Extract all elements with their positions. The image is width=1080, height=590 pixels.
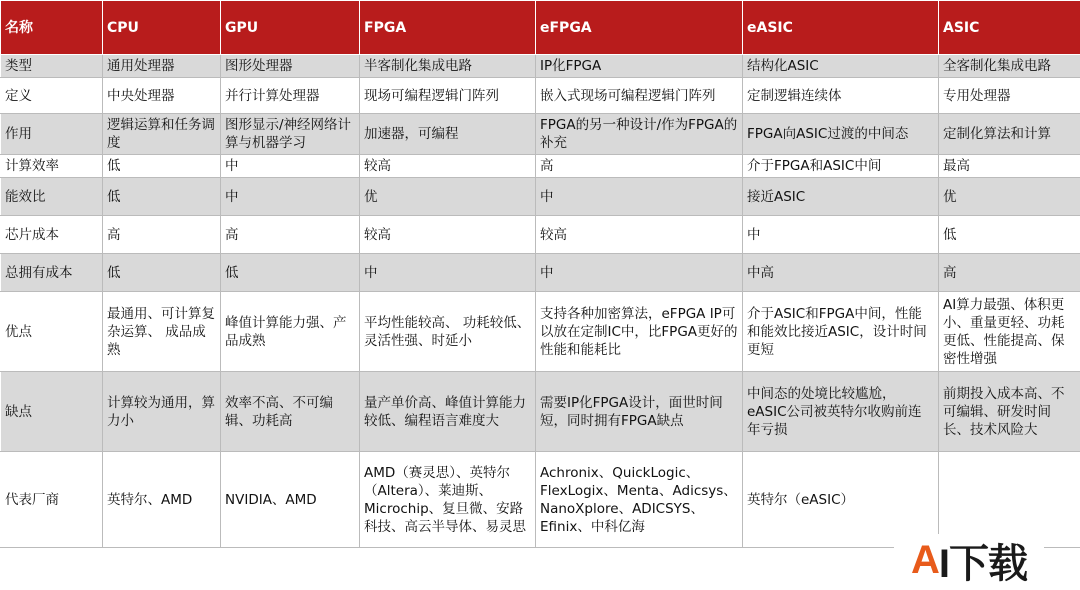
table-cell: 低	[939, 216, 1080, 254]
table-cell: 中	[360, 254, 536, 292]
row-label: 芯片成本	[1, 216, 103, 254]
table-row	[1, 155, 1080, 178]
table-row	[1, 292, 1080, 372]
table-cell: 并行计算处理器	[221, 78, 360, 114]
table-cell: AMD（赛灵思）、英特尔（Altera）、莱迪斯、Microchip、复旦微、安路科技、高云半导体、易灵思	[360, 452, 536, 548]
table-cell: 高	[939, 254, 1080, 292]
table-row	[1, 78, 1080, 114]
table-row	[1, 254, 1080, 292]
table-cell: 中	[536, 178, 743, 216]
table-cell: 专用处理器	[939, 78, 1080, 114]
table-cell: 最高	[939, 155, 1080, 178]
table-cell: 峰值计算能力强、产品成熟	[221, 292, 360, 372]
row-label: 定义	[1, 78, 103, 114]
table-cell: 图形显示/神经网络计算与机器学习	[221, 114, 360, 155]
table-cell: 低	[103, 254, 221, 292]
table-cell: 较高	[360, 216, 536, 254]
table-cell: 优	[360, 178, 536, 216]
header-cell: eFPGA	[536, 1, 743, 55]
table-row	[1, 372, 1080, 452]
table-cell: 英特尔（eASIC）	[743, 452, 939, 548]
table-cell: 高	[221, 216, 360, 254]
table-cell: FPGA向ASIC过渡的中间态	[743, 114, 939, 155]
table-cell: NVIDIA、AMD	[221, 452, 360, 548]
row-label: 计算效率	[1, 155, 103, 178]
table-cell: 低	[221, 254, 360, 292]
table-cell: 中	[536, 254, 743, 292]
table-cell: 前期投入成本高、不可编辑、研发时间长、技术风险大	[939, 372, 1080, 452]
table-cell: 定制化算法和计算	[939, 114, 1080, 155]
table-cell: 支持各种加密算法，eFPGA IP可以放在定制IC中，比FPGA更好的性能和能耗比	[536, 292, 743, 372]
table-cell: 现场可编程逻辑门阵列	[360, 78, 536, 114]
table-cell: 高	[536, 155, 743, 178]
table-cell: 结构化ASIC	[743, 55, 939, 78]
row-label: 代表厂商	[1, 452, 103, 548]
header-cell: ASIC	[939, 1, 1080, 55]
table-cell: 接近ASIC	[743, 178, 939, 216]
row-label: 能效比	[1, 178, 103, 216]
table-cell: 介于FPGA和ASIC中间	[743, 155, 939, 178]
watermark-logo: A I下载	[894, 534, 1044, 586]
header-cell: FPGA	[360, 1, 536, 55]
row-label: 缺点	[1, 372, 103, 452]
table-cell: 定制逻辑连续体	[743, 78, 939, 114]
table-cell: 加速器，可编程	[360, 114, 536, 155]
table-cell: 高	[103, 216, 221, 254]
table-header-row	[1, 1, 1080, 55]
table-cell: 嵌入式现场可编程逻辑门阵列	[536, 78, 743, 114]
table-row	[1, 178, 1080, 216]
table-cell: 计算较为通用，算力小	[103, 372, 221, 452]
table-cell: 中央处理器	[103, 78, 221, 114]
table-row	[1, 114, 1080, 155]
table-cell: 英特尔、AMD	[103, 452, 221, 548]
table-cell: 中	[221, 178, 360, 216]
row-label: 总拥有成本	[1, 254, 103, 292]
table-cell: 量产单价高、峰值计算能力较低、编程语言难度大	[360, 372, 536, 452]
table-cell: 较高	[536, 216, 743, 254]
table-cell: 中	[221, 155, 360, 178]
table-cell: 全客制化集成电路	[939, 55, 1080, 78]
table-cell: 低	[103, 178, 221, 216]
table-cell: 介于ASIC和FPGA中间，性能和能效比接近ASIC，设计时间更短	[743, 292, 939, 372]
header-cell: eASIC	[743, 1, 939, 55]
table-row	[1, 216, 1080, 254]
table-cell: IP化FPGA	[536, 55, 743, 78]
table-cell: 中高	[743, 254, 939, 292]
table-cell: 半客制化集成电路	[360, 55, 536, 78]
table-cell: 中	[743, 216, 939, 254]
header-cell: CPU	[103, 1, 221, 55]
table-cell: 较高	[360, 155, 536, 178]
table-cell: 需要IP化FPGA设计，面世时间短，同时拥有FPGA缺点	[536, 372, 743, 452]
header-cell: GPU	[221, 1, 360, 55]
table-cell: 效率不高、不可编辑、功耗高	[221, 372, 360, 452]
row-label: 优点	[1, 292, 103, 372]
table-cell: 图形处理器	[221, 55, 360, 78]
table-cell: Achronix、QuickLogic、FlexLogix、Menta、Adicsys、NanoXplore、ADICSYS、Efinix、中科亿海	[536, 452, 743, 548]
table-cell: 通用处理器	[103, 55, 221, 78]
header-cell: 名称	[1, 1, 103, 55]
table-cell: 低	[103, 155, 221, 178]
table-cell: 最通用、可计算复杂运算、 成品成熟	[103, 292, 221, 372]
row-label: 作用	[1, 114, 103, 155]
table-cell: 中间态的处境比较尴尬，eASIC公司被英特尔收购前连年亏损	[743, 372, 939, 452]
table-cell: AI算力最强、体积更小、重量更轻、功耗更低、性能提高、保密性增强	[939, 292, 1080, 372]
table-cell: 逻辑运算和任务调度	[103, 114, 221, 155]
table-row	[1, 55, 1080, 78]
table-cell: FPGA的另一种设计/作为FPGA的补充	[536, 114, 743, 155]
table-cell: 平均性能较高、 功耗较低、灵活性强、时延小	[360, 292, 536, 372]
row-label: 类型	[1, 55, 103, 78]
table-cell: 优	[939, 178, 1080, 216]
